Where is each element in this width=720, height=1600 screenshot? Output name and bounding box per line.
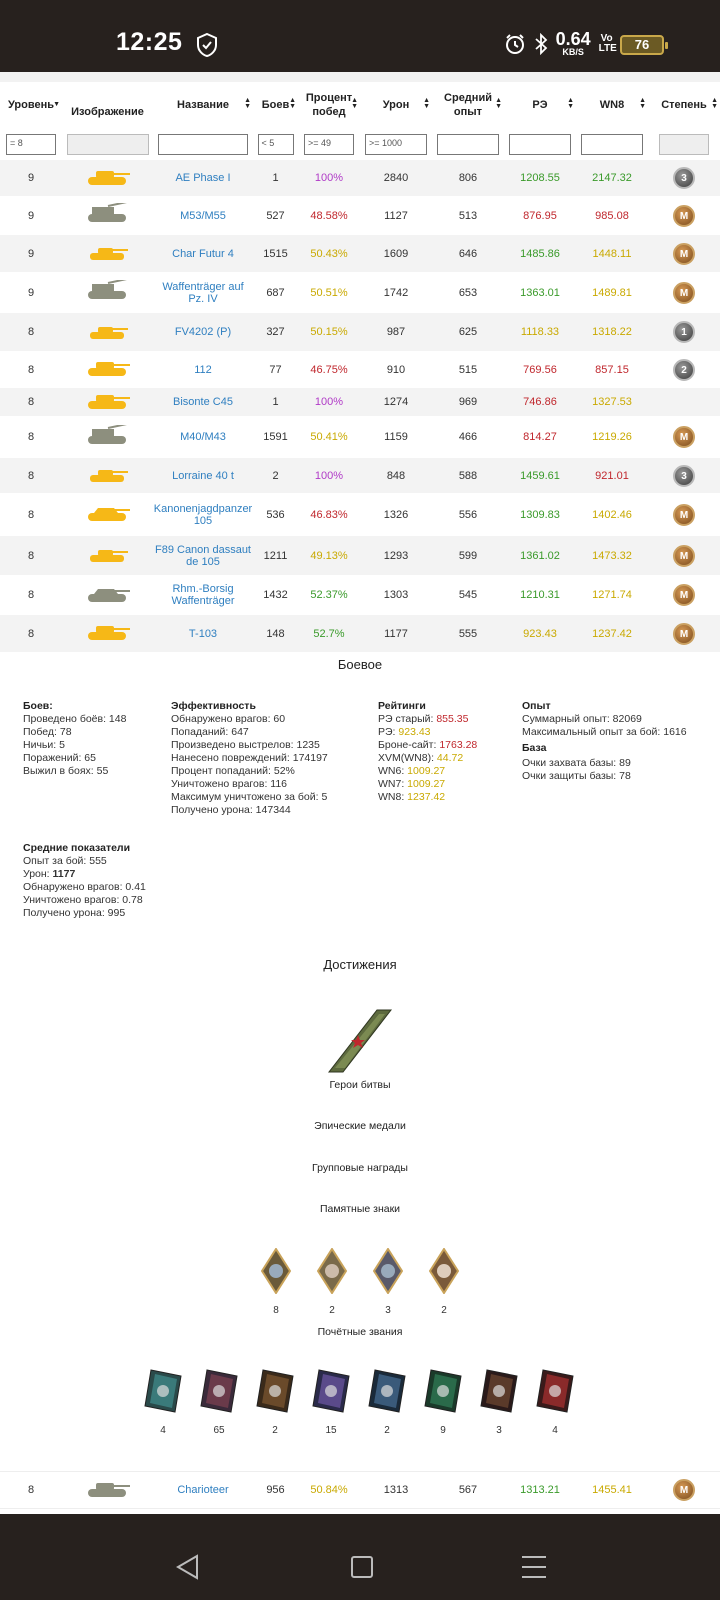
menu-icon[interactable] bbox=[522, 1556, 546, 1586]
cell-damage: 1159 bbox=[384, 431, 408, 443]
cell-exp: 545 bbox=[458, 589, 478, 601]
cell-mastery bbox=[648, 351, 720, 388]
cell-re: 1363.01 bbox=[520, 286, 560, 299]
sort-icon: ▲ ▼ bbox=[495, 97, 502, 110]
honorary-medal[interactable] bbox=[359, 1368, 415, 1436]
cell-winrate: 46.75% bbox=[310, 363, 348, 376]
table-row[interactable] bbox=[0, 458, 720, 493]
tank-icon bbox=[84, 543, 132, 568]
honorary-medals bbox=[135, 1368, 583, 1436]
cell-wn8: 1327.53 bbox=[576, 388, 648, 416]
column-header-image: Изображение bbox=[71, 106, 144, 118]
cell-re: 876.95 bbox=[523, 209, 557, 222]
achievements-title: Достижения bbox=[323, 957, 397, 972]
tank-name-link[interactable]: M53/M55 bbox=[180, 209, 226, 222]
cell-damage: 2840 bbox=[360, 160, 432, 196]
tank-image bbox=[62, 615, 153, 652]
cell-winrate: 50.51% bbox=[310, 286, 348, 299]
cell-re: 1118.33 bbox=[504, 313, 576, 351]
column-header-re[interactable]: РЭ ▲ ▼ bbox=[532, 97, 574, 111]
battle-summary bbox=[0, 657, 720, 1457]
table-row[interactable] bbox=[0, 351, 720, 388]
cell-wn8: 1271.74 bbox=[592, 589, 632, 601]
column-header-damage[interactable]: Урон ▲ ▼ bbox=[382, 97, 430, 111]
medal-icon bbox=[479, 1368, 519, 1419]
medal-icon bbox=[535, 1368, 575, 1419]
cell-level: 9 bbox=[27, 286, 35, 299]
column-header-mastery[interactable]: Степень ▲ ▼ bbox=[661, 97, 718, 111]
rating-armor-site: Броне-сайт: 1763.28 bbox=[378, 739, 478, 751]
cell-battles: 1211 bbox=[253, 536, 298, 575]
medal-icon bbox=[143, 1368, 183, 1419]
cell-level: 9 bbox=[27, 209, 35, 222]
tank-image bbox=[62, 536, 153, 575]
medal-count: 9 bbox=[440, 1425, 446, 1436]
cell-wn8: 1473.32 bbox=[576, 536, 648, 575]
table-row[interactable] bbox=[0, 493, 720, 536]
damage-filter-input[interactable]: >= 1000 bbox=[365, 134, 427, 155]
medal-count: 3 bbox=[385, 1305, 391, 1316]
re-filter-input[interactable] bbox=[509, 134, 571, 155]
tank-image bbox=[62, 388, 153, 416]
honorary-titles-label: Почётные звания bbox=[317, 1326, 403, 1338]
mastery-badge-icon: 1 bbox=[673, 321, 695, 343]
tank-image bbox=[62, 351, 153, 388]
status-bar bbox=[0, 0, 720, 72]
tank-name-link[interactable]: T-103 bbox=[153, 615, 253, 652]
home-icon[interactable] bbox=[351, 1556, 373, 1578]
cell-mastery bbox=[648, 575, 720, 615]
column-header-wn8[interactable]: WN8 ▲ ▼ bbox=[599, 97, 646, 111]
table-row[interactable] bbox=[0, 313, 720, 351]
volte-indicator: Vo LTE bbox=[598, 32, 617, 54]
cell-mastery bbox=[648, 458, 720, 493]
cell-level: 8 bbox=[0, 388, 62, 416]
sort-icon: ▲ ▼ bbox=[351, 97, 358, 110]
cell-battles: 327 bbox=[253, 313, 298, 351]
cell-winrate: 52.37% bbox=[310, 589, 348, 601]
sort-icon: ▲ ▼ bbox=[423, 97, 430, 110]
cell-winrate: 100% bbox=[298, 388, 360, 416]
rating-re-old: РЭ старый: 855.35 bbox=[378, 713, 469, 725]
sort-icon: ▲ ▼ bbox=[567, 97, 574, 110]
honorary-medal[interactable] bbox=[191, 1368, 247, 1436]
medal-icon bbox=[199, 1368, 239, 1419]
cell-mastery bbox=[648, 235, 720, 272]
cell-mastery bbox=[648, 615, 720, 652]
tank-name-link[interactable]: FV4202 (P) bbox=[153, 313, 253, 351]
experience-block: Опыт Суммарный опыт: 82069 Максимальный опыт за бой: 1616 База Очки захвата базы: 89 Очки защиты базы: 78 bbox=[522, 700, 687, 782]
cell-battles: 1432 bbox=[263, 589, 288, 601]
cell-mastery bbox=[648, 536, 720, 575]
cell-mastery bbox=[648, 388, 720, 416]
tank-icon bbox=[84, 241, 132, 266]
table-header-row bbox=[0, 82, 720, 128]
medal-icon bbox=[261, 1248, 291, 1299]
cell-wn8: 1219.26 bbox=[592, 431, 632, 443]
cell-exp: 466 bbox=[458, 431, 478, 443]
sort-icon: ▲ ▼ bbox=[289, 97, 296, 110]
cell-level: 8 bbox=[27, 363, 35, 376]
cell-wn8: 1318.22 bbox=[576, 313, 648, 351]
cell-wn8: 1402.46 bbox=[592, 508, 632, 521]
cell-battles: 77 bbox=[269, 363, 282, 376]
cell-battles: 956 bbox=[266, 1484, 285, 1496]
medal-icon bbox=[367, 1368, 407, 1419]
cell-battles: 527 bbox=[266, 209, 285, 222]
cell-winrate: 50.41% bbox=[310, 431, 348, 443]
honorary-medal[interactable] bbox=[247, 1368, 303, 1436]
mastery-badge-icon: M bbox=[673, 584, 695, 606]
tank-name-link[interactable]: Charioteer bbox=[177, 1484, 229, 1496]
tank-icon bbox=[84, 463, 132, 488]
memorial-medal[interactable] bbox=[360, 1248, 416, 1316]
medal-icon bbox=[423, 1368, 463, 1419]
cell-level: 8 bbox=[27, 508, 35, 521]
cell-level: 8 bbox=[0, 615, 62, 652]
cell-damage: 1293 bbox=[360, 536, 432, 575]
tank-image bbox=[62, 1478, 153, 1503]
bluetooth-icon bbox=[534, 33, 548, 55]
memorial-medal[interactable] bbox=[248, 1248, 304, 1316]
column-header-winrate[interactable]: Процент побед ▲ ▼ bbox=[305, 92, 358, 118]
mastery-badge-icon: M bbox=[673, 282, 695, 304]
cell-re: 769.56 bbox=[523, 363, 557, 376]
tank-name-link[interactable]: Waffenträger auf Pz. IV bbox=[162, 280, 244, 305]
cell-damage: 1742 bbox=[383, 286, 409, 299]
rating-re: РЭ: 923.43 bbox=[378, 726, 431, 738]
cell-level: 9 bbox=[0, 160, 62, 196]
exp-filter-input[interactable] bbox=[437, 134, 499, 155]
cell-level: 8 bbox=[27, 589, 35, 601]
filter-row bbox=[0, 128, 720, 160]
cell-battles: 1515 bbox=[253, 235, 298, 272]
cell-level: 8 bbox=[27, 431, 35, 443]
cell-damage: 1313 bbox=[383, 1484, 409, 1496]
cell-re: 1361.02 bbox=[504, 536, 576, 575]
cell-wn8: 857.15 bbox=[595, 363, 629, 376]
cell-mastery bbox=[648, 493, 720, 536]
cell-re: 1309.83 bbox=[520, 508, 560, 521]
column-header-level[interactable]: Уровень ▼ bbox=[7, 99, 60, 111]
tank-image bbox=[62, 493, 153, 536]
hero-ribbon-icon[interactable] bbox=[325, 1008, 395, 1074]
tank-name-link[interactable]: AE Phase I bbox=[153, 160, 253, 196]
cell-winrate: 50.15% bbox=[298, 313, 360, 351]
cell-mastery bbox=[648, 313, 720, 351]
navigation-bar bbox=[0, 1514, 720, 1600]
table-row[interactable] bbox=[0, 416, 720, 458]
cell-re: 1313.21 bbox=[520, 1484, 560, 1496]
medal-count: 65 bbox=[213, 1425, 225, 1436]
mastery-badge-icon: M bbox=[673, 243, 695, 265]
clock: 12:25 bbox=[116, 28, 183, 56]
network-speed: 0.64 KB/S bbox=[555, 29, 591, 57]
medal-count: 2 bbox=[441, 1305, 447, 1316]
cell-damage: 1609 bbox=[360, 235, 432, 272]
battery-icon: 76 bbox=[620, 35, 664, 55]
mastery-badge-icon: 2 bbox=[673, 359, 695, 381]
honorary-medal[interactable] bbox=[527, 1368, 583, 1436]
mastery-badge-icon: M bbox=[673, 1479, 695, 1501]
column-header-name[interactable]: Название ▲ ▼ bbox=[177, 97, 251, 111]
medal-count: 2 bbox=[384, 1425, 390, 1436]
cell-re: 1485.86 bbox=[504, 235, 576, 272]
table-row[interactable] bbox=[0, 235, 720, 272]
cell-re: 814.27 bbox=[523, 431, 557, 443]
memorial-medals bbox=[248, 1248, 472, 1316]
tank-icon bbox=[84, 502, 132, 527]
tank-name-link[interactable]: M40/M43 bbox=[180, 431, 226, 443]
alarm-icon bbox=[504, 33, 526, 55]
cell-mastery bbox=[648, 272, 720, 313]
honorary-medal[interactable] bbox=[303, 1368, 359, 1436]
memorial-signs-label: Памятные знаки bbox=[319, 1203, 401, 1215]
tank-icon bbox=[84, 203, 132, 228]
mastery-filter-input bbox=[659, 134, 709, 155]
cell-level: 9 bbox=[0, 235, 62, 272]
rating-wn7: WN7: 1009.27 bbox=[378, 778, 446, 790]
cell-wn8: 1448.11 bbox=[576, 235, 648, 272]
honorary-medal[interactable] bbox=[135, 1368, 191, 1436]
cell-battles: 536 bbox=[266, 508, 285, 521]
battles-block: Боев: Проведено боёв: 148 Побед: 78 Ничьи: 5 Поражений: 65 Выжил в боях: 55 bbox=[23, 700, 127, 777]
honorary-medal[interactable] bbox=[471, 1368, 527, 1436]
medal-count: 15 bbox=[325, 1425, 337, 1436]
cell-exp: 806 bbox=[432, 160, 504, 196]
sort-icon: ▼ bbox=[53, 101, 60, 108]
winrate-filter-input[interactable]: >= 49 bbox=[304, 134, 354, 155]
table-row[interactable] bbox=[0, 388, 720, 416]
medal-count: 2 bbox=[272, 1425, 278, 1436]
tank-name-link[interactable]: 112 bbox=[194, 363, 212, 376]
summary-title: Боевое bbox=[337, 657, 383, 672]
cell-wn8: 985.08 bbox=[595, 209, 629, 222]
cell-exp: 513 bbox=[458, 209, 478, 222]
tank-image bbox=[62, 313, 153, 351]
cell-battles: 687 bbox=[266, 286, 285, 299]
honorary-medal[interactable] bbox=[415, 1368, 471, 1436]
tank-icon bbox=[84, 166, 132, 191]
medal-icon bbox=[311, 1368, 351, 1419]
tank-icon bbox=[84, 280, 132, 305]
tank-icon bbox=[84, 320, 132, 345]
medal-icon bbox=[373, 1248, 403, 1299]
medal-icon bbox=[255, 1368, 295, 1419]
cell-winrate: 50.43% bbox=[298, 235, 360, 272]
mastery-badge-icon: M bbox=[673, 504, 695, 526]
cell-winrate: 50.84% bbox=[310, 1484, 348, 1496]
cell-level: 8 bbox=[0, 313, 62, 351]
column-header-avg-exp[interactable]: Средний опыт ▲ ▼ bbox=[444, 92, 502, 118]
medal-count: 8 bbox=[273, 1305, 279, 1316]
mastery-badge-icon: 3 bbox=[673, 465, 695, 487]
cell-wn8: 1489.81 bbox=[592, 286, 632, 299]
medal-icon bbox=[429, 1248, 459, 1299]
tank-image bbox=[62, 196, 153, 235]
level-filter-input[interactable]: = 8 bbox=[6, 134, 56, 155]
cell-battles: 148 bbox=[253, 615, 298, 652]
cell-damage: 1303 bbox=[383, 589, 409, 601]
heroes-label: Герои битвы bbox=[329, 1079, 391, 1091]
medal-count: 2 bbox=[329, 1305, 335, 1316]
vehicle-stats-table bbox=[0, 82, 720, 652]
cell-damage: 987 bbox=[360, 313, 432, 351]
tank-name-link[interactable]: Lorraine 40 t bbox=[153, 458, 253, 493]
tank-icon bbox=[84, 390, 132, 415]
cell-exp: 556 bbox=[458, 508, 478, 521]
efficiency-block: Эффективность Обнаружено врагов: 60 Попаданий: 647 Произведено выстрелов: 1235 Нанесено повреждений: 174197 Процент попаданий: 52% Уничтожено врагов: 116 Максимум уничтожено за бой: 5 Получено урона: 147344 bbox=[171, 700, 328, 816]
table-row[interactable] bbox=[0, 272, 720, 313]
cell-exp: 567 bbox=[458, 1484, 478, 1496]
cell-exp: 969 bbox=[432, 388, 504, 416]
mastery-badge-icon: M bbox=[673, 623, 695, 645]
cell-level: 8 bbox=[0, 458, 62, 493]
epic-medals-label: Эпические медали bbox=[314, 1120, 406, 1132]
tank-icon bbox=[84, 583, 132, 608]
averages-block: Средние показатели Опыт за бой: 555 Урон: 1177 Обнаружено врагов: 0.41 Уничтожено врагов: 0.78 Получено урона: 995 bbox=[23, 842, 146, 919]
table-row[interactable] bbox=[0, 160, 720, 196]
table-row[interactable] bbox=[0, 536, 720, 575]
cell-exp: 599 bbox=[432, 536, 504, 575]
cell-wn8: 1237.42 bbox=[576, 615, 648, 652]
tank-name-link[interactable]: Bisonte C45 bbox=[153, 388, 253, 416]
cell-exp: 646 bbox=[432, 235, 504, 272]
cell-winrate: 100% bbox=[298, 160, 360, 196]
tank-icon bbox=[84, 357, 132, 382]
cell-wn8: 1455.41 bbox=[592, 1484, 632, 1496]
memorial-medal[interactable] bbox=[304, 1248, 360, 1316]
medal-count: 4 bbox=[552, 1425, 558, 1436]
tank-image bbox=[62, 272, 153, 313]
cell-damage: 1326 bbox=[383, 508, 409, 521]
cell-mastery bbox=[648, 416, 720, 458]
cell-winrate: 52.7% bbox=[298, 615, 360, 652]
cell-exp: 653 bbox=[458, 286, 478, 299]
tank-name-link[interactable]: F89 Canon dassaut de 105 bbox=[153, 536, 253, 575]
mastery-badge-icon: M bbox=[673, 545, 695, 567]
cell-re: 1210.31 bbox=[520, 589, 560, 601]
cell-wn8: 2147.32 bbox=[576, 160, 648, 196]
cell-re: 1459.61 bbox=[504, 458, 576, 493]
cell-damage: 1274 bbox=[360, 388, 432, 416]
table-row[interactable] bbox=[0, 196, 720, 235]
tank-image bbox=[62, 458, 153, 493]
memorial-medal[interactable] bbox=[416, 1248, 472, 1316]
cell-damage: 910 bbox=[386, 363, 406, 376]
table-row[interactable] bbox=[0, 1471, 720, 1509]
rating-wn6: WN6: 1009.27 bbox=[378, 765, 446, 777]
ratings-block: Рейтинги РЭ старый: 855.35 РЭ: 923.43 Броне-сайт: 1763.28 XVM(WN8): 44.72 WN6: 1009.27 WN7: 1009.27 WN8: 1237.42 bbox=[378, 700, 478, 803]
medal-count: 3 bbox=[496, 1425, 502, 1436]
cell-exp: 588 bbox=[432, 458, 504, 493]
shield-icon bbox=[196, 33, 218, 57]
table-row[interactable] bbox=[0, 615, 720, 652]
name-filter-input[interactable] bbox=[158, 134, 248, 155]
tank-image bbox=[62, 575, 153, 615]
back-icon[interactable] bbox=[175, 1554, 199, 1580]
cell-battles: 1591 bbox=[263, 431, 288, 443]
cell-exp: 515 bbox=[458, 363, 478, 376]
tank-name-link[interactable]: Char Futur 4 bbox=[153, 235, 253, 272]
column-header-battles[interactable]: Боев ▲ ▼ bbox=[261, 97, 296, 111]
cell-level: 8 bbox=[27, 1484, 35, 1496]
cell-wn8: 921.01 bbox=[576, 458, 648, 493]
cell-winrate: 49.13% bbox=[298, 536, 360, 575]
cell-damage: 848 bbox=[360, 458, 432, 493]
cell-damage: 1127 bbox=[384, 209, 408, 222]
cell-battles: 1 bbox=[253, 388, 298, 416]
top-spacer bbox=[0, 72, 720, 82]
battles-filter-input[interactable]: < 5 bbox=[258, 134, 294, 155]
cell-re: 1208.55 bbox=[504, 160, 576, 196]
cell-battles: 1 bbox=[253, 160, 298, 196]
cell-winrate: 46.83% bbox=[310, 508, 348, 521]
sort-icon: ▲ ▼ bbox=[639, 97, 646, 110]
mastery-badge-icon: M bbox=[673, 426, 695, 448]
rating-xvm: XVM(WN8): 44.72 bbox=[378, 752, 464, 764]
cell-winrate: 48.58% bbox=[310, 209, 348, 222]
sort-icon: ▲ ▼ bbox=[711, 97, 718, 110]
mastery-badge-icon: M bbox=[673, 205, 695, 227]
cell-re: 923.43 bbox=[504, 615, 576, 652]
image-filter-input bbox=[67, 134, 149, 155]
cell-battles: 2 bbox=[253, 458, 298, 493]
cell-re: 746.86 bbox=[504, 388, 576, 416]
tank-name-link[interactable]: Kanonenjagdpanzer 105 bbox=[153, 502, 253, 527]
cell-winrate: 100% bbox=[298, 458, 360, 493]
tank-image bbox=[62, 235, 153, 272]
cell-mastery bbox=[648, 160, 720, 196]
cell-mastery bbox=[648, 1479, 720, 1501]
mastery-badge-icon: 3 bbox=[673, 167, 695, 189]
tank-icon bbox=[84, 621, 132, 646]
cell-level: 8 bbox=[0, 536, 62, 575]
cell-exp: 555 bbox=[432, 615, 504, 652]
tank-icon bbox=[84, 425, 132, 450]
medal-icon bbox=[317, 1248, 347, 1299]
tank-image bbox=[62, 416, 153, 458]
cell-mastery bbox=[648, 196, 720, 235]
group-awards-label: Групповые награды bbox=[312, 1162, 408, 1174]
cell-damage: 1177 bbox=[360, 615, 432, 652]
sort-icon: ▲ ▼ bbox=[244, 97, 251, 110]
table-row[interactable] bbox=[0, 575, 720, 615]
tank-image bbox=[62, 160, 153, 196]
rating-wn8: WN8: 1237.42 bbox=[378, 791, 446, 803]
wn8-filter-input[interactable] bbox=[581, 134, 643, 155]
tank-name-link[interactable]: Rhm.-Borsig Waffenträger bbox=[171, 583, 235, 607]
medal-count: 4 bbox=[160, 1425, 166, 1436]
cell-exp: 625 bbox=[432, 313, 504, 351]
